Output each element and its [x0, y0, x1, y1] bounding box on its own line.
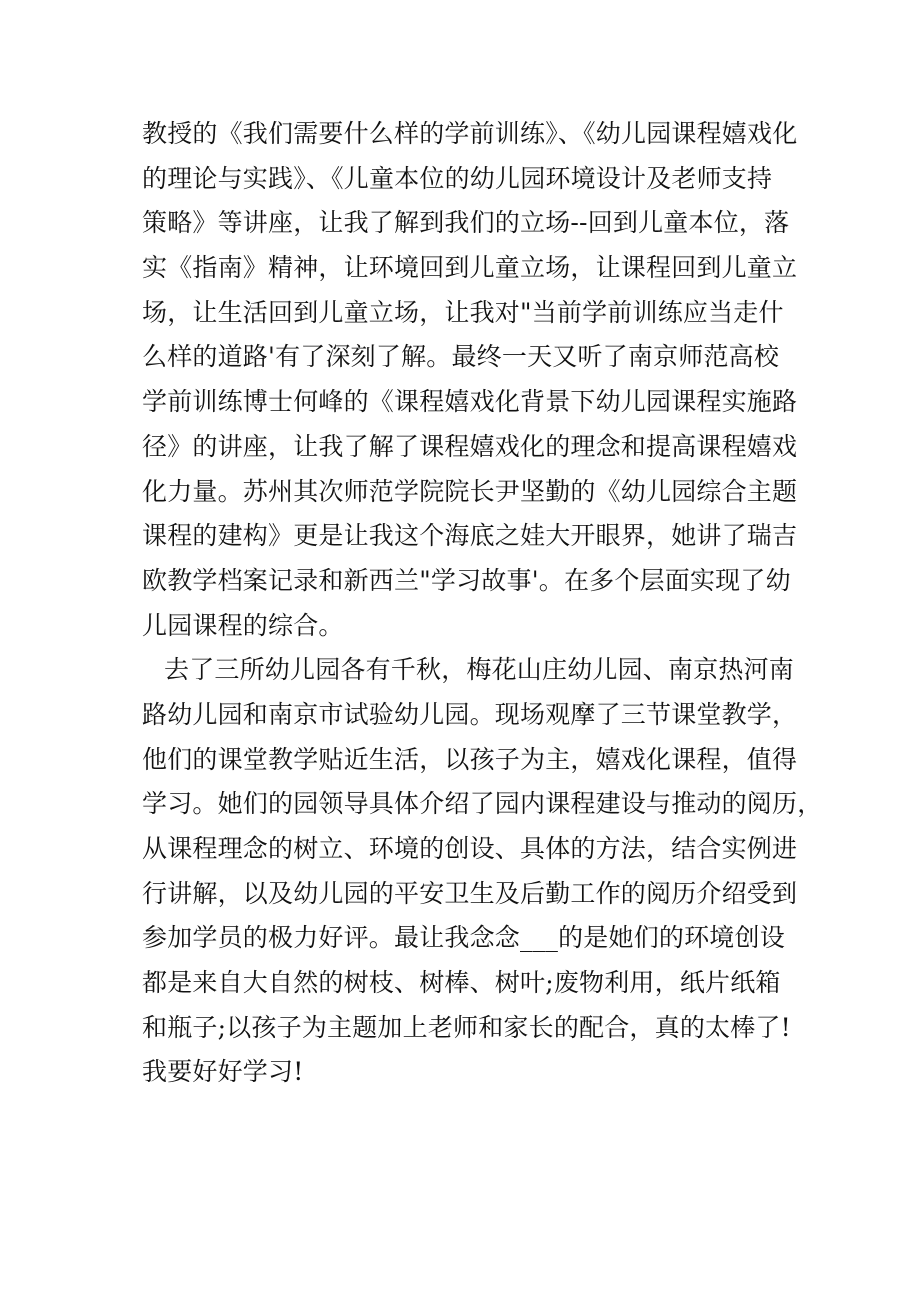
paragraph-2-line-7: 参加学员的极力好评。最让我念念___的是她们的环境创设	[142, 923, 785, 953]
paragraph-1-line-5: 场，让生活回到儿童立场，让我对"当前学前训练应当走什	[142, 297, 784, 327]
paragraph-1-line-4: 实《指南》精神，让环境回到儿童立场，让课程回到儿童立	[142, 253, 798, 283]
paragraph-2-line-6: 行讲解，以及幼儿园的平安卫生及后勤工作的阅历介绍受到	[142, 878, 798, 908]
paragraph-1-line-9: 化力量。苏州其次师范学院院长尹坚勤的《幼儿园综合主题	[142, 476, 798, 506]
paragraph-2-line-3: 他们的课堂教学贴近生活，以孩子为主，嬉戏化课程，值得	[142, 744, 798, 774]
paragraph-1	[142, 112, 798, 648]
paragraph-1-line-10: 课程的建构》更是让我这个海底之娃大开眼界，她讲了瑞吉	[142, 521, 798, 551]
paragraph-1-line-3: 策略》等讲座，让我了解到我们的立场--回到儿童本位，落	[142, 208, 790, 238]
paragraph-1-line-11: 欧教学档案记录和新西兰"学习故事'。在多个层面实现了幼	[142, 565, 791, 595]
paragraph-2-line-4: 学习。她们的园领导具体介绍了园内课程建设与推动的阅历，	[142, 789, 823, 819]
paragraph-1-line-7: 学前训练博士何峰的《课程嬉戏化背景下幼儿园课程实施路	[142, 387, 798, 417]
paragraph-1-line-1: 教授的《我们需要什么样的学前训练》、《幼儿园课程嬉戏化	[142, 119, 798, 148]
paragraph-2-line-5: 从课程理念的树立、环境的创设、具体的方法，结合实例进	[142, 834, 798, 863]
paragraph-2-line-2: 路幼儿园和南京市试验幼儿园。现场观摩了三节课堂教学，	[142, 699, 798, 729]
paragraph-2-line-9: 和瓶子;以孩子为主题加上老师和家长的配合，真的太棒了!	[142, 1012, 791, 1042]
paragraph-1-line-6: 么样的道路'有了深刻了解。最终一天又听了南京师范高校	[142, 342, 780, 372]
paragraph-1-line-8: 径》的讲座，让我了解了课程嬉戏化的理念和提高课程嬉戏	[142, 431, 798, 461]
paragraph-1-line-2: 的理论与实践》、《儿童本位的幼儿园环境设计及老师支持	[142, 163, 773, 193]
paragraph-2-line-1: 去了三所幼儿园各有千秋，梅花山庄幼儿园、南京热河南	[164, 655, 795, 685]
paragraph-2-line-8: 都是来自大自然的树枝、树棒、树叶;废物利用，纸片纸箱	[142, 968, 781, 998]
paragraph-1-line-12: 儿园课程的综合。	[142, 610, 344, 640]
paragraph-2	[142, 648, 823, 1095]
paragraph-2-line-10: 我要好好学习!	[142, 1057, 304, 1087]
document-body	[142, 112, 823, 1095]
